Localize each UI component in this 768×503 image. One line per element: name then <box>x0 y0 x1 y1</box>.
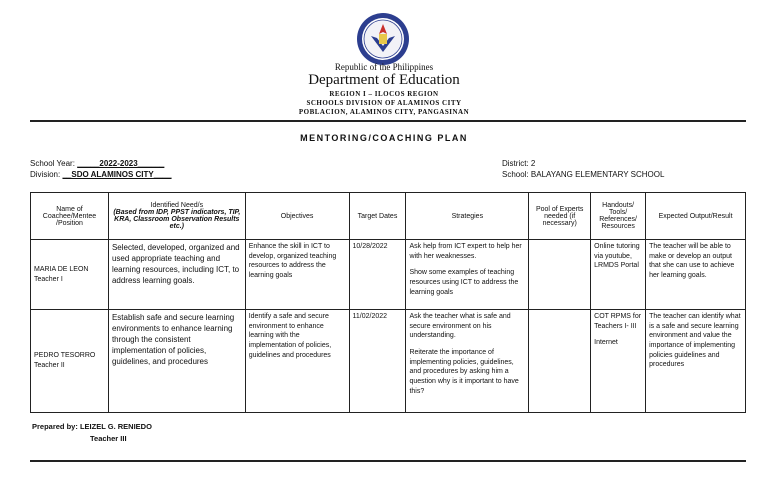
handouts-cell: Online tutoring via youtube, LRMDS Portal <box>591 240 646 310</box>
need-cell: Selected, developed, organized and used appropriate teaching and learning resources, including ICT, to address learning goals. <box>108 240 245 310</box>
pool-cell <box>529 240 591 310</box>
target-date-cell: 11/02/2022 <box>349 310 406 413</box>
col-header-handouts: Handouts/ Tools/ References/ Resources <box>591 193 646 240</box>
table-row <box>31 310 746 413</box>
strategy-item: Ask help from ICT expert to help her with her weaknesses. <box>409 243 522 260</box>
expected-cell: The teacher will be able to make or develop an output that she can use to achieve her learning goals. <box>646 240 746 310</box>
handouts-cell <box>591 310 646 413</box>
need-cell: Establish safe and secure learning environments to enhance learning through the consistent implementation of policies, guidelines, and procedures <box>108 310 245 413</box>
prepared-by-label: Prepared by: <box>32 422 78 431</box>
prepared-by-block <box>32 421 152 445</box>
col-header-pool: Pool of Experts needed (if necessary) <box>529 193 591 240</box>
school-year-row <box>30 159 164 168</box>
district-row <box>502 159 535 168</box>
col-header-expected: Expected Output/Result <box>646 193 746 240</box>
division-value: __SDO ALAMINOS CITY____ <box>62 170 172 179</box>
col-header-name: Name of Coachee/Mentee /Position <box>31 193 109 240</box>
district-label: District: <box>502 159 529 168</box>
school-year-label: School Year: <box>30 159 75 168</box>
division-row <box>30 170 172 179</box>
coachee-cell <box>31 240 109 310</box>
col-header-need <box>108 193 245 240</box>
strategy-item: Reiterate the importance of implementing policies, guidelines, and procedures by asking him a question why is it important to have this? <box>409 348 519 395</box>
strategies-cell <box>406 310 529 413</box>
prepared-by-position: Teacher III <box>90 434 127 443</box>
region-line: REGION I – ILOCOS REGION <box>329 90 439 98</box>
republic-line: Republic of the Philippines <box>334 62 434 72</box>
col-header-target-dates: Target Dates <box>349 193 406 240</box>
strategy-item: Ask the teacher what is safe and secure environment on his understanding. <box>409 313 511 340</box>
handout-item: Internet <box>594 339 618 347</box>
prepared-by-name: LEIZEL G. RENIEDO <box>79 422 152 431</box>
footer-divider <box>30 460 746 462</box>
division-label: Division: <box>30 170 61 179</box>
col-header-objectives: Objectives <box>245 193 349 240</box>
coachee-position: Teacher I <box>34 275 63 283</box>
coachee-position: Teacher II <box>34 362 65 369</box>
target-date-cell: 10/28/2022 <box>349 240 406 310</box>
plan-title: MENTORING/COACHING PLAN <box>300 133 468 143</box>
header-divider <box>30 120 746 122</box>
coachee-cell <box>31 310 109 413</box>
school-row <box>502 170 664 179</box>
coaching-plan-table <box>30 192 746 413</box>
district-value: 2 <box>530 159 536 168</box>
col-header-strategies: Strategies <box>406 193 529 240</box>
school-value: BALAYANG ELEMENTARY SCHOOL <box>530 170 665 179</box>
school-year-value: _____2022-2023______ <box>77 159 165 168</box>
pool-cell <box>529 310 591 413</box>
department-name: Department of Education <box>308 72 460 88</box>
expected-cell: The teacher can identify what is a safe and secure learning environment and value the importance of implementing policies guidelines and procedures <box>646 310 746 413</box>
handout-item: COT RPMS for Teachers I- III <box>594 313 642 330</box>
address-line: POBLACION, ALAMINOS CITY, PANGASINAN <box>298 108 470 116</box>
need-header-note: (Based from IDP, PPST indicators, TIP, KRA, Classroom Observation Results etc.) <box>113 209 241 230</box>
table-header-row <box>31 193 746 240</box>
division-line: SCHOOLS DIVISION OF ALAMINOS CITY <box>306 99 462 107</box>
table-row <box>31 240 746 310</box>
need-header-title: Identified Need/s <box>150 202 204 209</box>
coachee-name: PEDRO TESORRO <box>34 352 96 360</box>
deped-seal-logo <box>356 12 410 66</box>
strategy-item: Show some examples of teaching resources using ICT to address the learning goals <box>409 269 519 296</box>
objectives-cell: Identify a safe and secure environment to enhance learning with the implementation of policies, guidelines and procedures <box>245 310 349 413</box>
objectives-cell: Enhance the skill in ICT to develop, organized teaching resources to address the learning goals <box>245 240 349 310</box>
strategies-cell <box>406 240 529 310</box>
coachee-name: MARIA DE LEON <box>34 265 89 273</box>
school-label: School: <box>502 170 529 179</box>
